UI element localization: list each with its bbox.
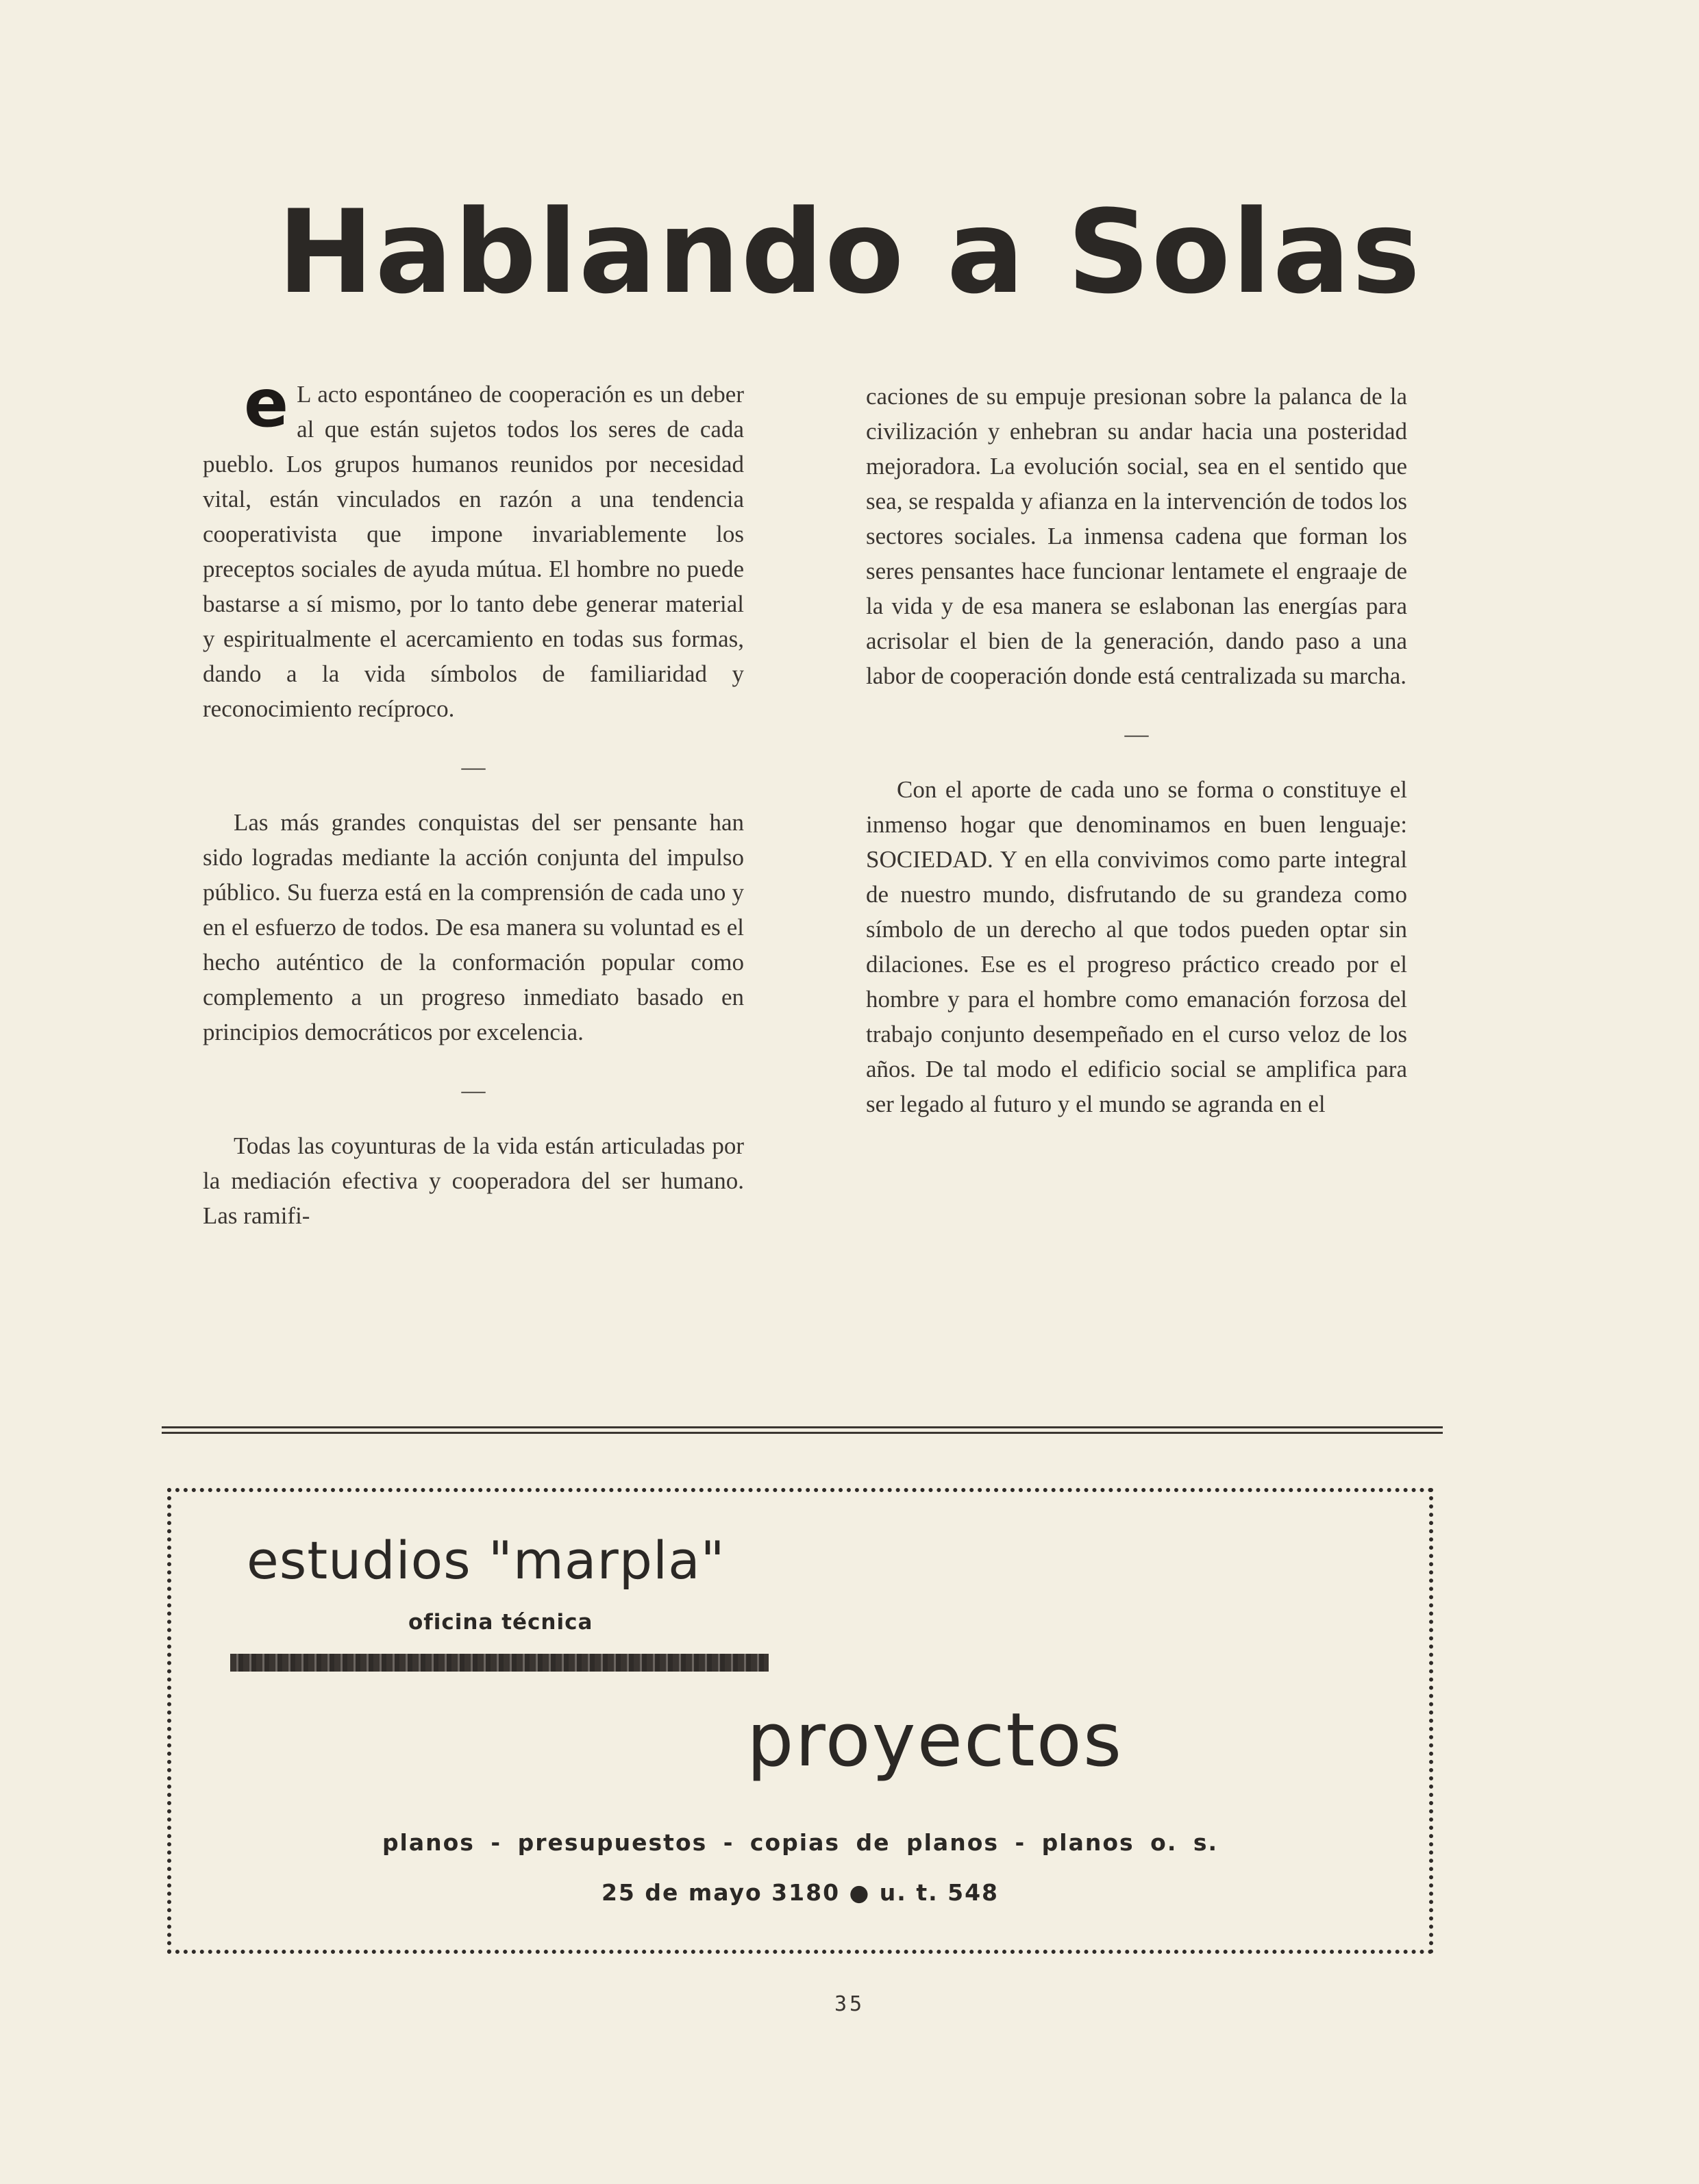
article-left-column bbox=[203, 365, 744, 1233]
ad-studio-name: estudios "marpla" bbox=[247, 1530, 726, 1591]
double-rule-divider bbox=[162, 1426, 1443, 1437]
section-separator: — bbox=[461, 1077, 486, 1104]
article-paragraph: Las más grandes conquistas del ser pensante han sido logradas mediante la acción conjunta del impulso público. Su fuerza está en la comprensión de cada uno y en el esfuerzo de todos. De esa manera su voluntad es el hecho auténtico de la conformación popular como complemento a un progreso inmediato basado en principios democráticos por excelencia. bbox=[203, 809, 744, 1045]
ad-subtitle: oficina técnica bbox=[408, 1610, 593, 1635]
article-paragraph bbox=[203, 365, 744, 726]
ad-address: 25 de mayo 3180 ● u. t. 548 bbox=[601, 1879, 1000, 1906]
drop-cap: e bbox=[244, 365, 289, 442]
article-paragraph: Con el aporte de cada uno se forma o constituye el inmenso hogar que denominamos en buen lenguaje: SOCIEDAD. Y en ella convivimos como parte integral de nuestro mundo, disfrutando de su grandeza como símbolo de un derecho al que todos pueden optar sin dilaciones. Ese es el progreso práctico creado por el hombre y para el hombre como emanación forzosa del trabajo conjunto desempeñado en el curso veloz de los años. De tal modo el edificio social se amplifica para ser legado al futuro y el mundo se agranda en el bbox=[866, 776, 1407, 1117]
section-separator: — bbox=[461, 754, 486, 780]
section-separator: — bbox=[1124, 721, 1149, 747]
article-paragraph: caciones de su empuje presionan sobre la palanca de la civilización y enhebran su andar hacia una posteridad mejoradora. La evolución social, sea en el sentido que sea, se respalda y afianza en la intervención de todos los sectores sociales. La inmensa cadena que forman los seres pensantes hace funcionar lentamete el engraaje de la vida y de esa manera se eslabonan las energías para acrisolar el bien de la generación, dando paso a una labor de cooperación donde está centralizada su marcha. bbox=[866, 383, 1407, 689]
rule-line bbox=[162, 1432, 1443, 1434]
ad-headline: proyectos bbox=[747, 1698, 1124, 1783]
rule-line bbox=[162, 1426, 1443, 1428]
article-paragraph-text: L acto espontáneo de cooperación es un deber al que están sujetos todos los seres de cada pueblo. Los grupos humanos reunidos por necesidad vital, están vinculados en razón a una tendencia cooperativista que impone invariablemente los preceptos sociales de ayuda mútua. El hombre no puede bastarse a sí mismo, por lo tanto debe generar material y espiritualmente el acercamiento en todas sus formas, dando a la vida símbolos de familiaridad y reconocimiento recíproco. bbox=[203, 381, 744, 722]
ad-services: planos - presupuestos - copias de planos - planos o. s. bbox=[382, 1829, 1219, 1856]
article-title: Hablando a Solas bbox=[277, 185, 1422, 319]
ad-decorative-bar bbox=[230, 1654, 769, 1672]
page-number: 35 bbox=[834, 1992, 865, 2016]
article-right-column bbox=[866, 379, 1407, 1121]
advertisement-box bbox=[167, 1488, 1433, 1954]
article-paragraph: Todas las coyunturas de la vida están articuladas por la mediación efectiva y cooperadora del ser humano. Las ramifi- bbox=[203, 1132, 744, 1229]
